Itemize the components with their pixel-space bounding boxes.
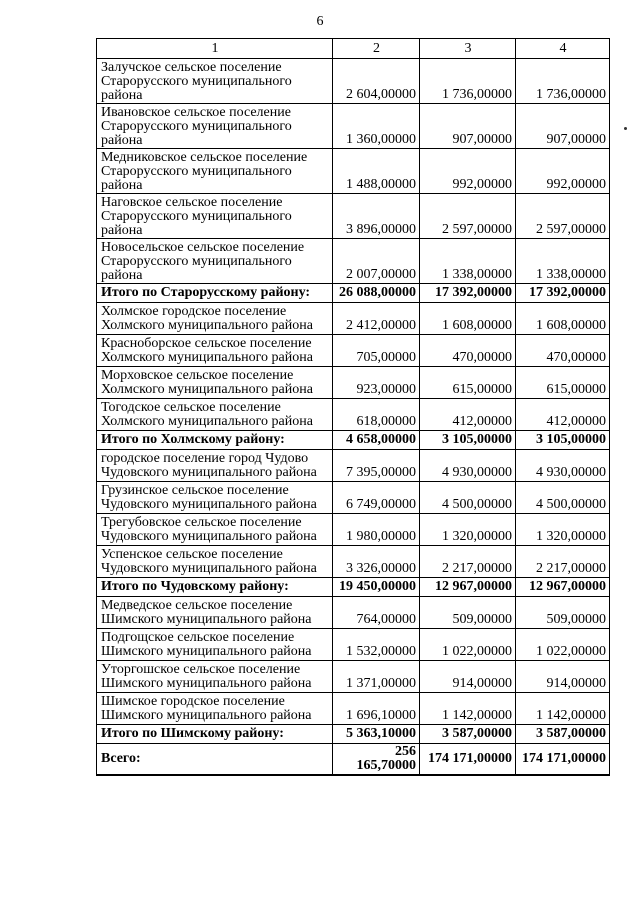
settlement-name-cell: Итого по Старорусскому району: [97, 284, 333, 303]
value-col3-cell: 914,00000 [420, 661, 516, 693]
settlement-name-cell: Залучское сельское поселение Старорусского муниципального района [97, 59, 333, 104]
value-col3-cell: 992,00000 [420, 149, 516, 194]
value-col3-cell: 1 320,00000 [420, 514, 516, 546]
value-col4-cell: 1 022,00000 [516, 629, 610, 661]
table-row [97, 693, 610, 725]
value-col3-cell: 4 500,00000 [420, 482, 516, 514]
settlement-name-cell: Итого по Чудовскому району: [97, 578, 333, 597]
table-row [97, 367, 610, 399]
table-row [97, 450, 610, 482]
value-col2-cell: 5 363,10000 [333, 725, 420, 744]
value-col3-cell: 907,00000 [420, 104, 516, 149]
value-col2-cell: 618,00000 [333, 399, 420, 431]
settlement-name-cell: Холмское городское поселение Холмского муниципального района [97, 303, 333, 335]
table-row [97, 661, 610, 693]
value-col4-cell: 3 105,00000 [516, 431, 610, 450]
settlement-name-cell: Наговское сельское поселение Старорусского муниципального района [97, 194, 333, 239]
value-col2-cell: 4 658,00000 [333, 431, 420, 450]
value-col2-cell: 2 412,00000 [333, 303, 420, 335]
settlement-name-cell: Морховское сельское поселение Холмского муниципального района [97, 367, 333, 399]
value-col4-cell: 412,00000 [516, 399, 610, 431]
settlement-name-cell: Грузинское сельское поселение Чудовского муниципального района [97, 482, 333, 514]
table-row [97, 303, 610, 335]
column-header-1: 1 [97, 39, 333, 59]
value-col3-cell: 509,00000 [420, 597, 516, 629]
allocation-table [96, 38, 610, 776]
value-col2-cell: 1 488,00000 [333, 149, 420, 194]
settlement-name-cell: Итого по Холмскому району: [97, 431, 333, 450]
value-col4-cell: 1 608,00000 [516, 303, 610, 335]
value-col2-cell: 3 326,00000 [333, 546, 420, 578]
value-col2-cell: 1 696,10000 [333, 693, 420, 725]
value-col2-cell: 1 371,00000 [333, 661, 420, 693]
settlement-name-cell: Трегубовское сельское поселение Чудовского муниципального района [97, 514, 333, 546]
table-row [97, 514, 610, 546]
table-row [97, 629, 610, 661]
value-col3-cell: 1 142,00000 [420, 693, 516, 725]
page-number: 6 [316, 14, 324, 29]
value-col4-cell: 174 171,00000 [516, 744, 610, 776]
settlement-name-cell: Тогодское сельское поселение Холмского муниципального района [97, 399, 333, 431]
value-col3-cell: 12 967,00000 [420, 578, 516, 597]
value-col3-cell: 1 736,00000 [420, 59, 516, 104]
settlement-name-cell: Уторгошское сельское поселение Шимского муниципального района [97, 661, 333, 693]
value-col3-cell: 412,00000 [420, 399, 516, 431]
value-col2-cell: 19 450,00000 [333, 578, 420, 597]
column-header-2: 2 [333, 39, 420, 59]
subtotal-row [97, 284, 610, 303]
value-col4-cell: 615,00000 [516, 367, 610, 399]
value-col3-cell: 2 217,00000 [420, 546, 516, 578]
value-col3-cell: 174 171,00000 [420, 744, 516, 776]
value-col4-cell: 4 500,00000 [516, 482, 610, 514]
value-col3-cell: 17 392,00000 [420, 284, 516, 303]
settlement-name-cell: Успенское сельское поселение Чудовского муниципального района [97, 546, 333, 578]
column-header-3: 3 [420, 39, 516, 59]
value-col4-cell: 1 320,00000 [516, 514, 610, 546]
value-col3-cell: 2 597,00000 [420, 194, 516, 239]
value-col4-cell: 1 142,00000 [516, 693, 610, 725]
value-col2-cell: 1 360,00000 [333, 104, 420, 149]
grand-total-row [97, 744, 610, 776]
column-header-4: 4 [516, 39, 610, 59]
value-col3-cell: 1 608,00000 [420, 303, 516, 335]
table-row [97, 149, 610, 194]
value-col2-cell: 7 395,00000 [333, 450, 420, 482]
settlement-name-cell: Шимское городское поселение Шимского муниципального района [97, 693, 333, 725]
value-col4-cell: 17 392,00000 [516, 284, 610, 303]
subtotal-row [97, 578, 610, 597]
value-col3-cell: 3 587,00000 [420, 725, 516, 744]
table-header-row [97, 39, 610, 59]
table-row [97, 194, 610, 239]
table-body [97, 59, 610, 776]
settlement-name-cell: Подгощское сельское поселение Шимского муниципального района [97, 629, 333, 661]
value-col2-cell: 923,00000 [333, 367, 420, 399]
value-col2-cell: 705,00000 [333, 335, 420, 367]
table-row [97, 239, 610, 284]
value-col4-cell: 2 597,00000 [516, 194, 610, 239]
value-col4-cell: 1 338,00000 [516, 239, 610, 284]
value-col4-cell: 914,00000 [516, 661, 610, 693]
value-col4-cell: 470,00000 [516, 335, 610, 367]
table-row [97, 104, 610, 149]
value-col4-cell: 4 930,00000 [516, 450, 610, 482]
value-col2-cell: 2 007,00000 [333, 239, 420, 284]
value-col3-cell: 3 105,00000 [420, 431, 516, 450]
value-col2-cell: 256 165,70000 [333, 744, 420, 776]
settlement-name-cell: Ивановское сельское поселение Старорусского муниципального района [97, 104, 333, 149]
scan-speck [624, 127, 627, 130]
settlement-name-cell: городское поселение город Чудово Чудовского муниципального района [97, 450, 333, 482]
value-col4-cell: 1 736,00000 [516, 59, 610, 104]
value-col3-cell: 4 930,00000 [420, 450, 516, 482]
value-col2-cell: 2 604,00000 [333, 59, 420, 104]
value-col4-cell: 2 217,00000 [516, 546, 610, 578]
value-col3-cell: 1 338,00000 [420, 239, 516, 284]
settlement-name-cell: Медниковское сельское поселение Старорусского муниципального района [97, 149, 333, 194]
value-col2-cell: 26 088,00000 [333, 284, 420, 303]
value-col2-cell: 1 980,00000 [333, 514, 420, 546]
settlement-name-cell: Новосельское сельское поселение Старорусского муниципального района [97, 239, 333, 284]
table-row [97, 59, 610, 104]
value-col2-cell: 3 896,00000 [333, 194, 420, 239]
value-col2-cell: 764,00000 [333, 597, 420, 629]
value-col2-cell: 1 532,00000 [333, 629, 420, 661]
table-row [97, 399, 610, 431]
value-col3-cell: 615,00000 [420, 367, 516, 399]
subtotal-row [97, 431, 610, 450]
table-row [97, 597, 610, 629]
settlement-name-cell: Медведское сельское поселение Шимского муниципального района [97, 597, 333, 629]
value-col4-cell: 3 587,00000 [516, 725, 610, 744]
value-col4-cell: 992,00000 [516, 149, 610, 194]
settlement-name-cell: Итого по Шимскому району: [97, 725, 333, 744]
value-col3-cell: 470,00000 [420, 335, 516, 367]
value-col2-cell: 6 749,00000 [333, 482, 420, 514]
table-row [97, 546, 610, 578]
subtotal-row [97, 725, 610, 744]
table-row [97, 482, 610, 514]
value-col4-cell: 509,00000 [516, 597, 610, 629]
value-col4-cell: 907,00000 [516, 104, 610, 149]
table-row [97, 335, 610, 367]
settlement-name-cell: Красноборское сельское поселение Холмского муниципального района [97, 335, 333, 367]
value-col4-cell: 12 967,00000 [516, 578, 610, 597]
value-col3-cell: 1 022,00000 [420, 629, 516, 661]
settlement-name-cell: Всего: [97, 744, 333, 776]
